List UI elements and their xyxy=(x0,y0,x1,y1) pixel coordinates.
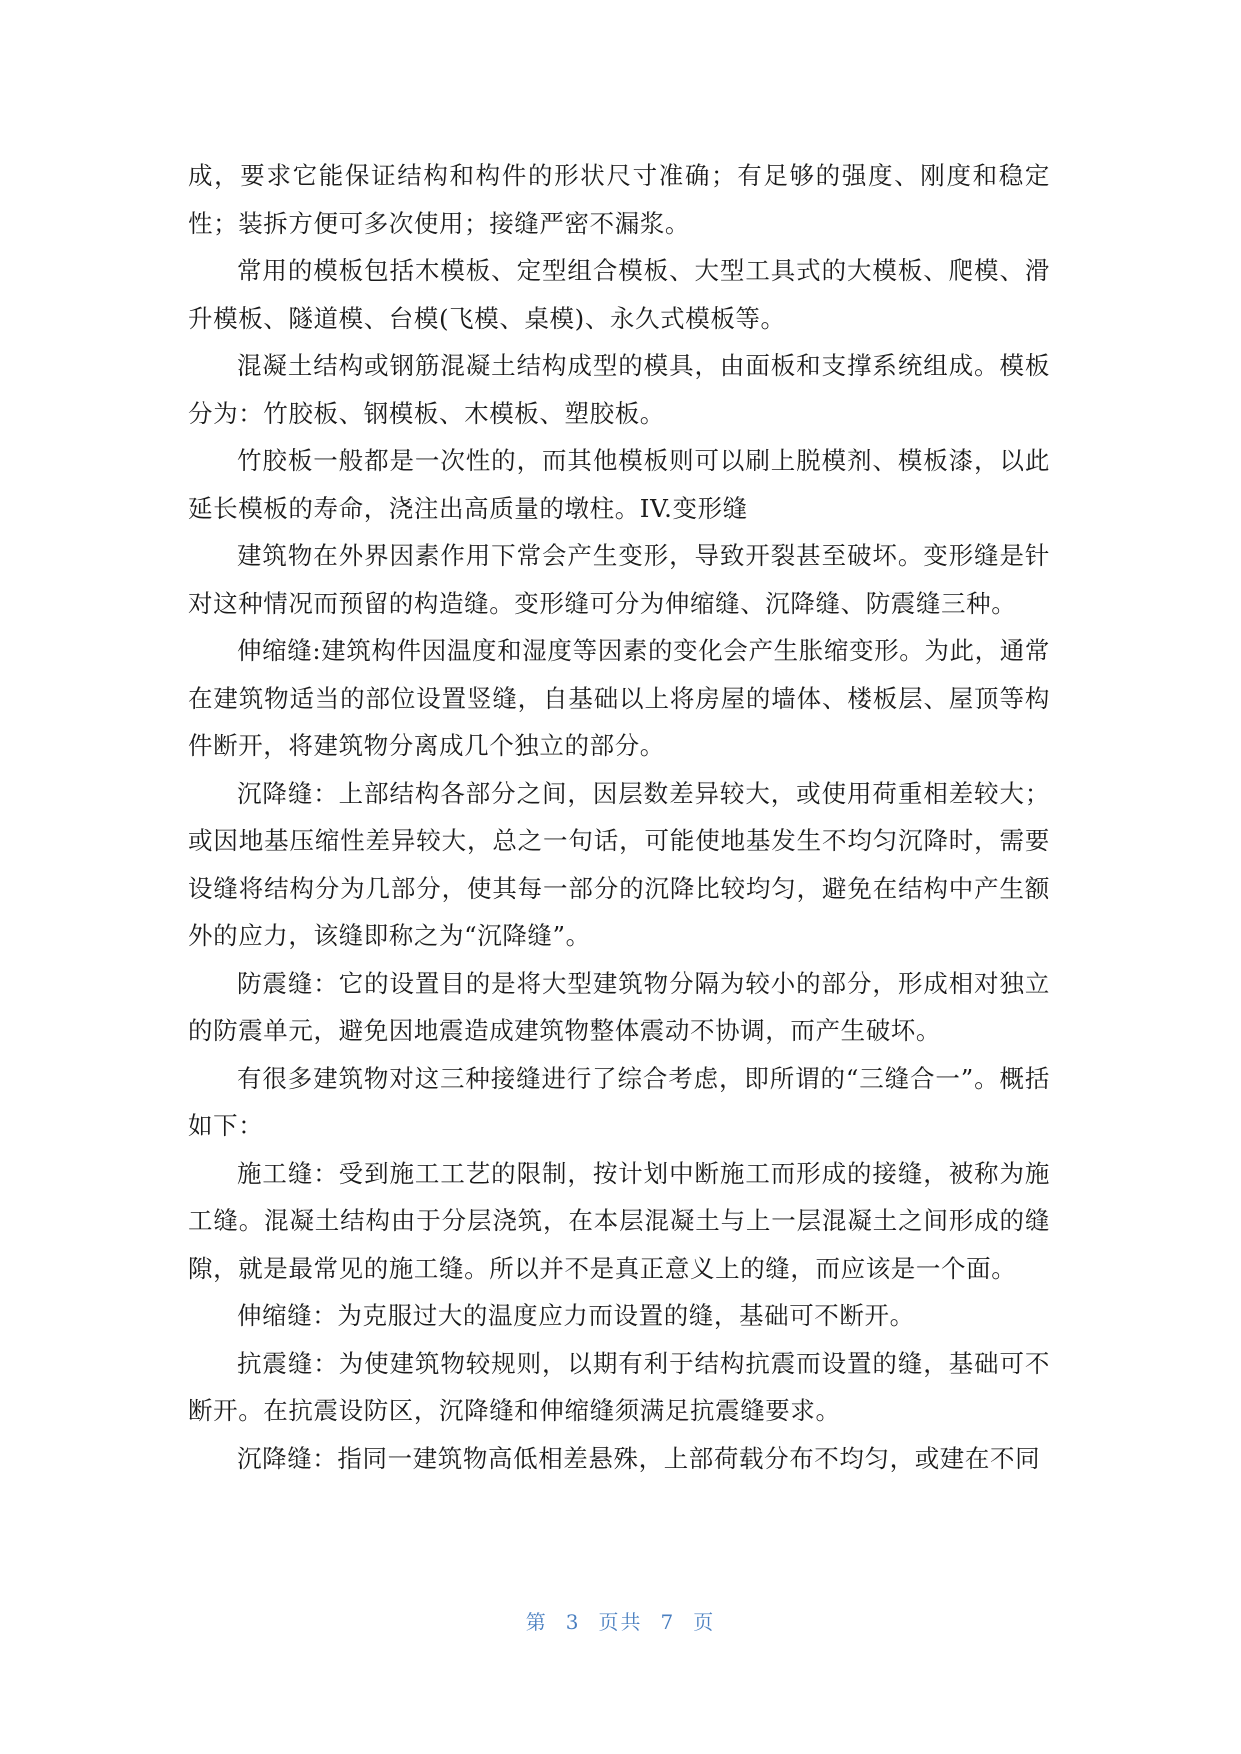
footer-suffix: 页 xyxy=(693,1610,716,1634)
paragraph-1: 成，要求它能保证结构和构件的形状尺寸准确；有足够的强度、刚度和稳定性；装拆方便可多次使用；接缝严密不漏浆。 xyxy=(188,161,1050,238)
page-footer xyxy=(0,1606,1241,1635)
paragraph-2: 常用的模板包括木模板、定型组合模板、大型工具式的大模板、爬模、滑升模板、隧道模、台模(飞模、桌模)、永久式模板等。 xyxy=(188,256,1050,333)
paragraph-10: 施工缝：受到施工工艺的限制，按计划中断施工而形成的接缝，被称为施工缝。混凝土结构由于分层浇筑，在本层混凝土与上一层混凝土之间形成的缝隙，就是最常见的施工缝。所以并不是真正意义上的缝，而应该是一个面。 xyxy=(188,1158,1050,1283)
paragraph-7: 沉降缝：上部结构各部分之间，因层数差异较大，或使用荷重相差较大；或因地基压缩性差异较大，总之一句话，可能使地基发生不均匀沉降时，需要设缝将结构分为几部分，使其每一部分的沉降比较均匀，避免在结构中产生额外的应力，该缝即称之为“沉降缝”。 xyxy=(188,778,1050,950)
paragraph-4: 竹胶板一般都是一次性的，而其他模板则可以刷上脱模剂、模板漆，以此延长模板的寿命，浇注出高质量的墩柱。IV.变形缝 xyxy=(188,446,1050,523)
footer-middle: 页共 xyxy=(598,1610,643,1634)
paragraph-3: 混凝土结构或钢筋混凝土结构成型的模具，由面板和支撑系统组成。模板分为：竹胶板、钢模板、木模板、塑胶板。 xyxy=(188,351,1050,428)
paragraph-11: 伸缩缝：为克服过大的温度应力而设置的缝，基础可不断开。 xyxy=(237,1301,915,1330)
paragraph-8: 防震缝：它的设置目的是将大型建筑物分隔为较小的部分，形成相对独立的防震单元，避免因地震造成建筑物整体震动不协调，而产生破坏。 xyxy=(188,968,1050,1045)
footer-prefix: 第 xyxy=(525,1610,548,1634)
document-body xyxy=(188,152,1050,1482)
footer-total-pages: 7 xyxy=(660,1610,676,1634)
paragraph-6: 伸缩缝:建筑构件因温度和湿度等因素的变化会产生胀缩变形。为此，通常在建筑物适当的部位设置竖缝，自基础以上将房屋的墙体、楼板层、屋顶等构件断开，将建筑物分离成几个独立的部分。 xyxy=(188,636,1050,760)
paragraph-12: 抗震缝：为使建筑物较规则，以期有利于结构抗震而设置的缝，基础可不断开。在抗震设防区，沉降缝和伸缩缝须满足抗震缝要求。 xyxy=(188,1348,1050,1425)
paragraph-5: 建筑物在外界因素作用下常会产生变形，导致开裂甚至破坏。变形缝是针对这种情况而预留的构造缝。变形缝可分为伸缩缝、沉降缝、防震缝三种。 xyxy=(188,541,1050,618)
footer-current-page: 3 xyxy=(565,1610,581,1634)
paragraph-9: 有很多建筑物对这三种接缝进行了综合考虑，即所谓的“三缝合一”。概括如下： xyxy=(188,1063,1050,1140)
paragraph-13: 沉降缝：指同一建筑物高低相差悬殊，上部荷载分布不均匀，或建在不同 xyxy=(237,1443,1041,1473)
